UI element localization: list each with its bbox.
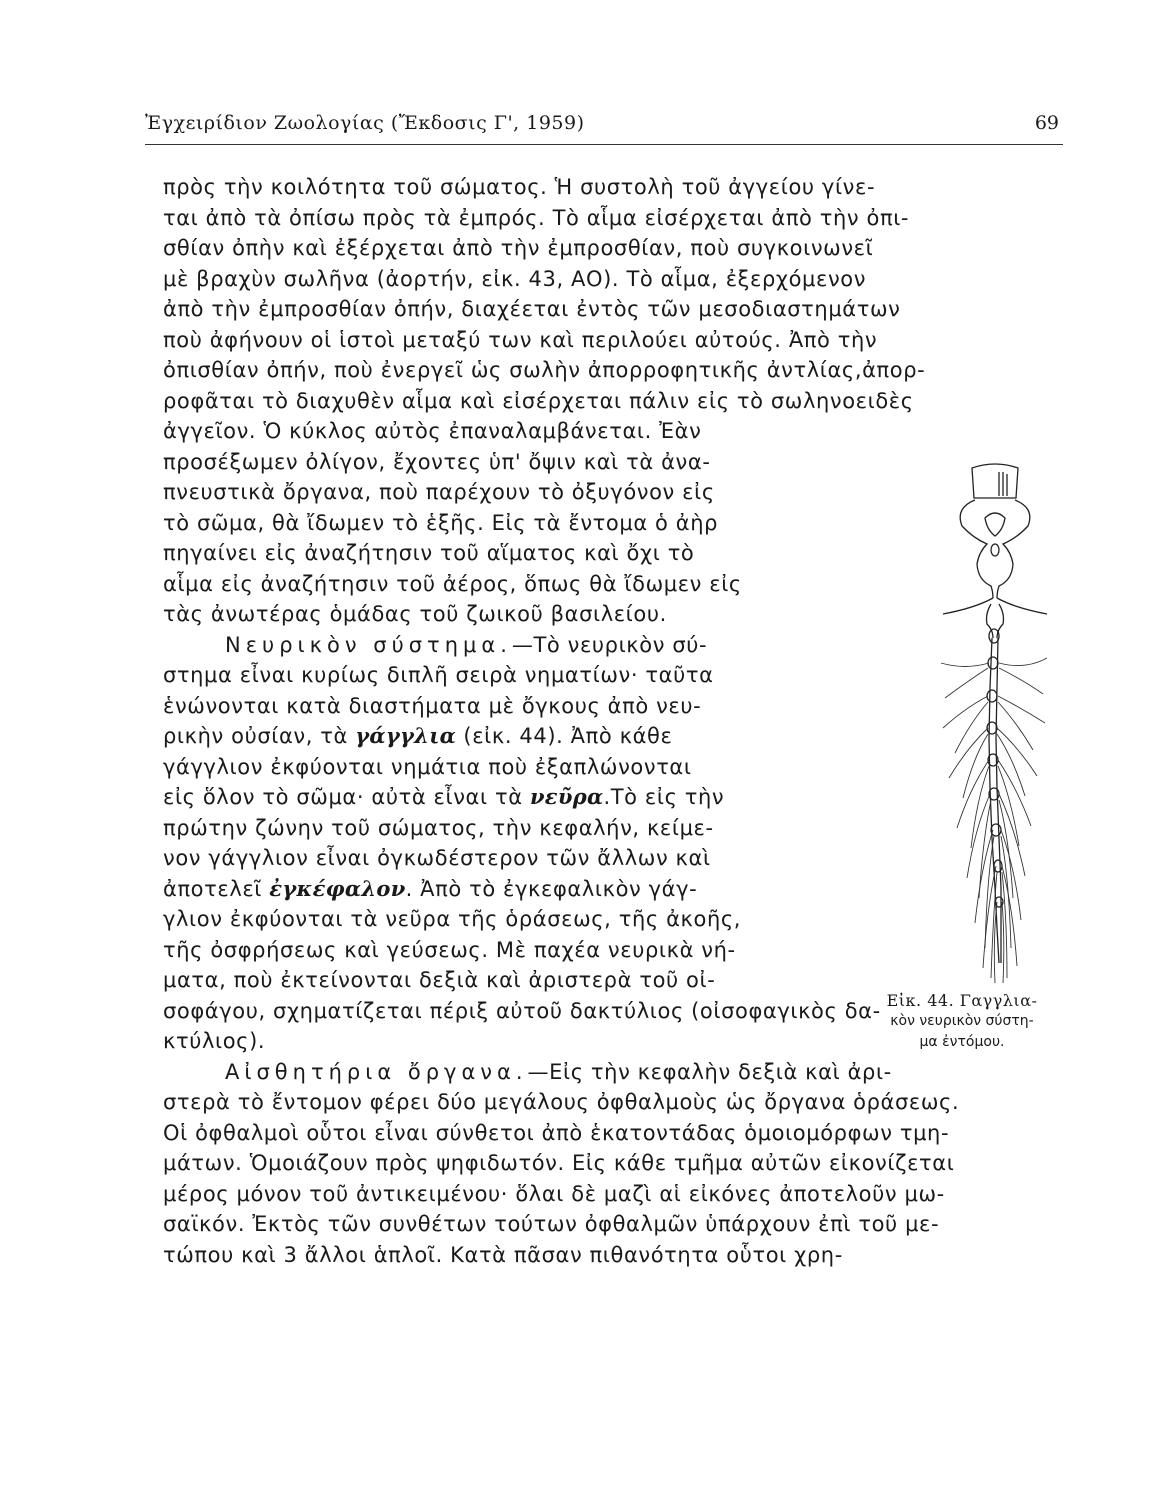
term-ganglia: γάγγλια [355, 723, 457, 748]
text-fragment: (εἰκ. 44). Ἀπὸ κάθε [456, 724, 673, 748]
text-line: τὸ σῶμα, θὰ ἴδωμεν τὸ ἑξῆς. Εἰς τὰ ἔντομα ὁ ἀὴρ [163, 510, 719, 535]
sense-organs-heading: Αἰσθητήρια ὄργανα. [225, 1059, 528, 1084]
caption-line: μα ἐντόμου. [919, 1034, 1005, 1050]
text-line: πρώτην ζώνην τοῦ σώματος, τὴν κεφαλήν, κείμε- [163, 815, 714, 840]
book-title: Ἐγχειρίδιον Ζωολογίας (Ἔκδοσις Γ', 1959) [145, 112, 585, 134]
text-line: ματα, ποὺ ἐκτείνονται δεξιὰ καὶ ἀριστερὰ τοῦ οἰ- [163, 968, 716, 992]
text-line: μάτων. Ὁμοιάζουν πρὸς ψηφιδωτόν. Εἰς κάθε τμῆμα αὐτῶν εἰκονίζεται [163, 1151, 955, 1175]
text-line: μὲ βραχὺν σωλῆνα (ἀορτήν, εἰκ. 43, ΑΟ). Τὸ αἷμα, ἐξερχόμενον [163, 266, 867, 291]
text-line [163, 721, 853, 752]
text-line: γλιον ἐκφύονται τὰ νεῦρα τῆς ὁράσεως, τῆς ἀκοῆς, [163, 907, 742, 931]
text-line: σθίαν ὀπὴν καὶ ἐξέρχεται ἀπὸ τὴν ἐμπροσθίαν, ποὺ συγκοινωνεῖ [163, 236, 874, 260]
text-line: σαϊκόν. Ἐκτὸς τῶν συνθέτων τούτων ὀφθαλμῶν ὑπάρχουν ἐπὶ τοῦ με- [163, 1212, 940, 1236]
text-fragment: —Εἰς τὴν κεφαλὴν δεξιὰ καὶ ἀρι- [527, 1059, 892, 1084]
text-line [163, 782, 853, 813]
text-line: τώπου καὶ 3 ἄλλοι ἁπλοῖ. Κατὰ πᾶσαν πιθανότητα οὗτοι χρη- [163, 1242, 843, 1267]
text-line: ται ἀπὸ τὰ ὀπίσω πρὸς τὰ ἐμπρός. Τὸ αἷμα εἰσέρχεται ἀπὸ τὴν ὀπι- [163, 205, 910, 230]
text-line: ἀγγεῖον. Ὁ κύκλος αὐτὸς ἐπαναλαμβάνεται. Ἐὰν [163, 419, 702, 443]
term-brain: ἐγκέφαλον [269, 875, 406, 901]
running-header [145, 108, 1063, 145]
term-nerves: νεῦρα [529, 784, 604, 809]
insect-nervous-system-illustration [915, 458, 1065, 988]
text-line: ποὺ ἀφήνουν οἱ ἱστοὶ μεταξύ των καὶ περιλούει αὐτούς. Ἀπὸ τὴν [163, 327, 878, 352]
text-fragment: εἰς ὅλον τὸ σῶμα· αὐτὰ εἶναι τὰ [163, 785, 530, 809]
text-line: Οἱ ὀφθαλμοὶ οὗτοι εἶναι σύνθετοι ἀπὸ ἑκατοντάδας ὁμοιομόρφων τμη- [163, 1120, 950, 1145]
text-line: ὀπισθίαν ὀπήν, ποὺ ἐνεργεῖ ὡς σωλὴν ἀπορροφητικῆς ἀντλίας,ἀπορ- [163, 358, 926, 382]
text-fragment: ἀποτελεῖ [163, 876, 270, 901]
text-fragment: ρικὴν οὐσίαν, τὰ [163, 724, 356, 748]
text-line: στερὰ τὸ ἔντομον φέρει δύο μεγάλους ὀφθαλμοὺς ὡς ὄργανα ὁράσεως. [163, 1090, 960, 1114]
text-line: ἑνώνονται κατὰ διαστήματα μὲ ὄγκους ἀπὸ νευ- [163, 693, 702, 718]
text-line: πρὸς τὴν κοιλότητα τοῦ σώματος. Ἡ συστολὴ τοῦ ἀγγείου γίνε- [163, 175, 876, 199]
figure-caption [852, 990, 1072, 1053]
text-line [163, 874, 853, 905]
text-line: τῆς ὀσφρήσεως καὶ γεύσεως. Μὲ παχέα νευρικὰ νή- [163, 937, 736, 962]
text-fragment: . Ἀπὸ τὸ ἐγκεφαλικὸν γάγ- [405, 876, 698, 901]
text-fragment: .Τὸ εἰς τὴν [603, 785, 725, 809]
caption-line: Εἰκ. 44. Γαγγλια- [886, 991, 1038, 1010]
caption-line: κὸν νευρικὸν σύστη- [890, 1013, 1034, 1029]
text-line: γάγγλιον ἐκφύονται νημάτια ποὺ ἐξαπλώνονται [163, 754, 692, 779]
text-line: ροφᾶται τὸ διαχυθὲν αἷμα καὶ εἰσέρχεται πάλιν εἰς τὸ σωληνοειδὲς [163, 388, 914, 413]
text-line: νον γάγγλιον εἶναι ὀγκωδέστερον τῶν ἄλλων καὶ [163, 846, 711, 870]
nervous-system-heading: Νευρικὸν σύστημα. [225, 632, 512, 657]
text-line: προσέξωμεν ὀλίγον, ἔχοντες ὑπ' ὄψιν καὶ τὰ ἀνα- [163, 449, 711, 474]
text-line: ἀπὸ τὴν ἐμπροσθίαν ὀπήν, διαχέεται ἐντὸς τῶν μεσοδιαστημάτων [163, 297, 901, 321]
text-line: αἷμα εἰς ἀναζήτησιν τοῦ ἀέρος, ὅπως θὰ ἴδωμεν εἰς [163, 571, 742, 596]
nervous-system-paragraph-start [163, 630, 915, 661]
text-line: σοφάγου, σχηματίζεται πέριξ αὐτοῦ δακτύλιος (οἰσοφαγικὸς δα- [163, 998, 881, 1023]
text-line: κτύλιος). [163, 1029, 266, 1053]
text-fragment: —Τὸ νευρικὸν σύ- [511, 632, 708, 657]
page-number: 69 [1034, 112, 1059, 134]
sense-organs-paragraph-start [163, 1057, 1063, 1088]
text-line: στημα εἶναι κυρίως διπλῆ σειρὰ νηματίων· ταῦτα [163, 663, 714, 687]
text-line: πνευστικὰ ὄργανα, ποὺ παρέχουν τὸ ὀξυγόνον εἰς [163, 480, 715, 504]
ganglion-chain-drawing [915, 458, 1065, 988]
text-line: τὰς ἀνωτέρας ὁμάδας τοῦ ζωικοῦ βασιλείου. [163, 602, 667, 626]
text-line: μέρος μόνον τοῦ ἀντικειμένου· ὅλαι δὲ μαζὶ αἱ εἰκόνες ἀποτελοῦν μω- [163, 1181, 945, 1206]
text-line: πηγαίνει εἰς ἀναζήτησιν τοῦ αἵματος καὶ ὄχι τὸ [163, 541, 695, 565]
